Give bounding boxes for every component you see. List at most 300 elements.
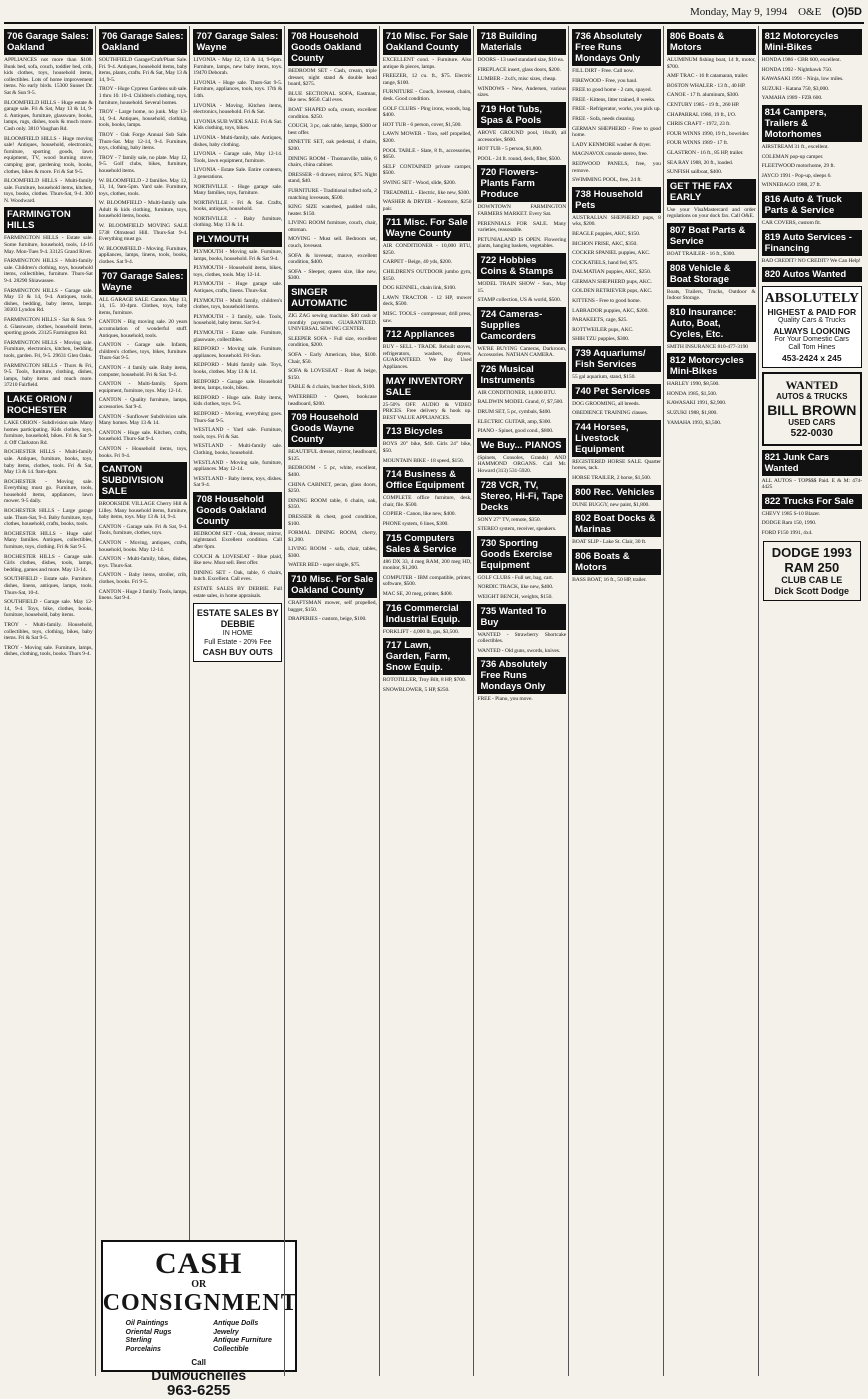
section-header: CANTON SUBDIVISION SALE — [99, 462, 188, 499]
section-header: 722 Hobbies Coins & Stamps — [477, 253, 566, 279]
classified-ad: CANTON - Multi-family. Sports equipment, furniture, toys. May 12-14. — [98, 381, 188, 394]
classified-ad: SUNFISH sailboat, $400. — [666, 169, 723, 176]
section-header: 717 Lawn, Garden, Farm, Snow Equip. — [383, 638, 472, 675]
classified-ad: REDFORD - Moving sale. Furniture, appliances, household. Fri-Sun. — [193, 346, 283, 359]
classified-ad: ROCHESTER - Moving sale. Everything must go. Furniture, tools, household items, appliances, lawn mower. 9-5 daily. — [4, 478, 93, 505]
classified-ad: DRESSER & chest, good condition, $100. — [288, 513, 377, 527]
classified-ad: W. BLOOMFIELD MOVING SALE 5738 Olmstead Hill. Thurs-Sat 9-4. Everything must go. — [98, 223, 188, 243]
item: Sterling — [125, 1337, 152, 1344]
classified-ad: BALDWIN MODEL Grand, 6', $7,500. — [477, 399, 564, 406]
classified-ad: PLYMOUTH - Estate sale. Furniture, glassware, collectibles. — [193, 330, 283, 343]
section-header: 736 Absolutely Free Runs Mondays Only — [572, 29, 661, 66]
classified-ad: SOFA & loveseat, mauve, excellent condition, $400. — [288, 252, 377, 266]
classified-ad: AIR CONDITIONER, 14,000 BTU. — [477, 389, 557, 396]
classified-ad: DRUM SET, 5 pc, cymbals, $400. — [477, 409, 552, 416]
classified-ad: NORTHVILLE - Baby furniture, clothing. May 13 & 14. — [193, 215, 283, 229]
classified-ad: SNOWBLOWER, 5 HP, $250. — [382, 686, 450, 693]
section-header: 715 Computers Sales & Service — [383, 531, 472, 557]
section-header: 713 Bicycles — [383, 424, 472, 439]
classified-ad: WESTLAND - Multi-family sale. Clothing, books, household. — [193, 443, 283, 456]
item: Porcelains — [125, 1345, 161, 1353]
classified-ad: CANTON - 4 family sale. Baby items, computer, household. Fri & Sat. 9-4. — [98, 364, 188, 378]
section-header: 800 Rec. Vehicles — [572, 485, 661, 500]
ad-line: Full Estate - 20% Fee — [204, 638, 272, 646]
section-header: 806 Boats & Motors — [667, 29, 756, 55]
classified-ad: CANTON - Huge sale. Kitchen, crafts, household. Thurs-Sat 9-4. — [98, 429, 188, 443]
classified-ad: MOUNTAIN BIKE - 18 speed, $150. — [382, 457, 464, 464]
classified-ad: SOFA - Sleeper, queen size, like new, $300. — [288, 268, 377, 282]
classified-ad: CANTON - Quality furniture, lamps, accessories. Sat 9-4. — [98, 397, 188, 410]
section-header: 821 Junk Cars Wanted — [762, 450, 862, 476]
classified-ad: DINETTE SET, oak pedestal, 4 chairs, $200. — [288, 139, 377, 152]
classified-ad: CANTON - Garage sale. Infants, children's clothes, toys, bikes, furniture. Thurs-Sat 9-5. — [98, 342, 188, 362]
classified-ad: REDFORD - Garage sale. Household items, lamps, tools, bikes. — [193, 378, 283, 392]
classified-ad: DINING ROOM - Thomasville, table, 6 chairs, china cabinet. — [288, 155, 377, 169]
classified-ad: SONY 27" TV, remote, $350. — [477, 516, 541, 523]
classified-ad: BAD CREDIT? NO CREDIT? We Can Help! — [761, 257, 861, 264]
classified-ad: SEA RAY 1988, 20 ft., loaded. — [666, 159, 734, 166]
classified-ad: FURNITURE - Couch, loveseat, chairs, desk. Good condition. — [382, 89, 472, 102]
classified-ad: FURNITURE - Traditional tufted sofa, 2 matching loveseats, $500. — [288, 187, 377, 201]
classified-ad: ROTTWEILER pups, AKC. — [572, 326, 634, 333]
classified-ad: COCKATIELS, hand fed, $75. — [572, 259, 639, 266]
classified-ad: CHEVY 1985 S-10 Blazer. — [761, 510, 820, 517]
classified-ad: LIVONIA SUB WIDE SALE. Fri & Sat. Kids clothing, toys, bikes. — [193, 118, 283, 132]
classified-ad: BLUE SECTIONAL SOFA, Eastman, like new. $650. Call eves. — [288, 90, 377, 104]
classified-ad: YAMAHA 1989 - FZR 600. — [761, 95, 823, 102]
classified-ad: FARMINGTON HILLS - Garage sale. May 13 & 14, 9-4. Antiques, tools, dishes, bedding, baby items, lamps. 30303 Lyndon Rd. — [4, 287, 93, 314]
section-header: PLYMOUTH — [193, 232, 282, 247]
classified-ad: GOLF CLUBS - Full set, bag, cart. — [477, 574, 553, 581]
classified-ad: HARLEY 1990, $8,500. — [666, 381, 720, 388]
classified-ad: WINDOWS - New, Andersen, various sizes. — [477, 85, 567, 99]
classified-ad: BUY - SELL - TRADE. Rebuilt stoves, refrigerators, washers, dryers. GUARANTEED. We Buy Used Appliances. — [382, 344, 472, 370]
section-header: 739 Aquariums/ Fish Services — [572, 346, 661, 372]
classified-ad: FORMAL DINING ROOM, cherry, $1,200. — [288, 530, 377, 543]
classified-ad: BEAUTIFUL dresser, mirror, headboard, $125. — [288, 449, 377, 462]
classified-ad: PIANO - Spinet, good cond., $800. — [477, 428, 554, 435]
classified-ad: WANTED - Old guns, swords, knives. — [477, 647, 561, 654]
folio-paper: O&E — [798, 6, 822, 18]
classified-ad: ALUMINUM fishing boat, 14 ft, motor, $700. — [666, 57, 756, 70]
classified-ad: LAWN MOWER - Toro, self propelled, $200. — [382, 131, 472, 144]
section-header: 720 Flowers-Plants Farm Produce — [477, 165, 566, 202]
classified-ad: COMPUTER - IBM compatible, printer, software, $500. — [382, 574, 472, 588]
classified-ad: BASS BOAT, 16 ft., 50 HP, trailer. — [572, 576, 647, 583]
classified-ad: DODGE Ram 150, 1990. — [761, 520, 817, 527]
section-header: 822 Trucks For Sale — [762, 494, 862, 509]
classified-ad: CANTON - Household items, toys, books. Fri 9-4. — [98, 445, 188, 459]
column — [477, 26, 569, 1376]
classified-ad: FIREPLACE insert, glass doors, $200. — [477, 66, 561, 73]
section-header: 728 VCR, TV, Stereo, Hi-Fi, Tape Decks — [477, 478, 566, 515]
classified-columns — [4, 26, 864, 1399]
classified-ad: CHRIS CRAFT - 1972, 23 ft. — [666, 121, 731, 128]
classified-ad: CENTURY 1985 - 19 ft., 260 HP. — [666, 101, 740, 108]
section-header: 735 Wanted To Buy — [477, 604, 566, 630]
classified-ad: BICHON FRISE, AKC, $350. — [572, 240, 638, 247]
classified-ad: PLYMOUTH - Moving sale. Furniture, lamps, books, household. Fri & Sat 9-4. — [193, 249, 283, 262]
classified-ad: PHONE system, 6 lines, $300. — [382, 520, 449, 527]
classified-ad: APPLIANCES not more than $100. Bunk bed, sofa, couch, toddler bed, crib, kids clothes, toys, household items, collectibles. Lots of home improvement items. No early birds. 15300 Sunset Dr. Sat & Sun 9-5. — [4, 57, 93, 96]
absolutely-highest-ad — [762, 286, 862, 368]
classified-ad: FARMINGTON HILLS - Moving sale. Furniture, electronics, kitchen, bedding, tools, garden. Fri, 9-5. 29631 Glen Oaks. — [4, 339, 93, 359]
classified-ad: SLEEPER SOFA - Full size, excellent condition, $200. — [288, 335, 377, 349]
ad-line: HIGHEST & PAID FOR — [767, 307, 857, 318]
classified-ad: Boats, Trailers, Trucks, Outdoor & Indoor Storage. — [666, 288, 756, 302]
column — [667, 26, 759, 1376]
classified-ad: WEIGHT BENCH, weights, $150. — [477, 594, 553, 600]
classified-ad: LIVONIA - Multi-family, sale. Antiques, dishes, baby clothing. — [193, 134, 283, 148]
classified-ad: TROY - Oak Forge Annual Sub Sale. Thurs-Sat. May 12-14, 9-4. Furniture, toys, clothing, baby items. — [98, 131, 188, 152]
classified-ad: LAKE ORION - Subdivision sale. Many homes participating. Kids clothes, toys, furniture, household, bikes. Fri & Sat 9-4. Off Clarkston Rd. — [4, 419, 93, 446]
column — [572, 26, 664, 1376]
classified-ad: SWING SET - Wood, slide, $200. — [382, 179, 456, 186]
section-header: MAY INVENTORY SALE — [383, 374, 472, 400]
classified-ad: HONDA 1985, $1,500. — [666, 390, 718, 397]
classified-ad: GERMAN SHEPHERD pups, AKC. — [572, 278, 652, 285]
section-header: 730 Sporting Goods Exercise Equipment — [477, 536, 566, 573]
classified-ad: TROY - 7 family sale, no plate. May 12, 9-5. Golf clubs, bikes, furniture, household items. — [98, 154, 188, 174]
classified-ad: FORD F150 1991, 4x4. — [761, 530, 813, 536]
section-header: 819 Auto Services - Financing — [762, 230, 862, 256]
classified-ad: CHINA CABINET, pecan, glass doors, $250. — [288, 481, 377, 495]
page-folio — [0, 6, 862, 20]
classified-ad: AUSTRALIAN SHEPHERD pups, 8 wks, $200. — [572, 214, 661, 228]
classified-ad: DALMATIAN puppies, AKC, $250. — [572, 269, 652, 276]
classified-ad: GLASTRON - 16 ft., 85 HP, trailer. — [666, 149, 744, 156]
classified-ad: ALL AUTOS - TOP$$$ Paid. E & M: 474-4425 — [761, 477, 862, 491]
section-header: 710 Misc. For Sale Oakland County — [383, 29, 472, 55]
classified-ad: WINNEBAGO 1988, 27 ft. — [761, 182, 822, 189]
classified-ad: HORSE TRAILER, 2 horse, $1,500. — [572, 475, 652, 481]
column — [383, 26, 475, 1376]
classified-ad: BLOOMFIELD HILLS - Huge moving sale! Antiques, household, electronics, furniture, sporting goods, lawn equipment, TV, wood burning stove, camping gear, gardening tools, books, clothes, bikes & more. Fri & Sat 9-5. — [4, 135, 93, 175]
section-header: We Buy... PIANOS — [477, 438, 566, 453]
classified-ad: MAC SE, 20 meg, printer, $400. — [382, 590, 453, 597]
classified-ad: CANTON - Huge 2 family. Tools, lamps, linens. Sat 9-4. — [98, 588, 188, 602]
classified-ad: BEDROOM SET - Cash, cream, triple dresser, night stand & double head board, $275. — [288, 68, 377, 88]
classified-ad: DRESSER - 6 drawer, mirror, $75. Night stand, $40. — [288, 171, 377, 185]
classified-ad: BROOKSIDE VILLAGE Cherry Hill & Lilley. Many household items, furniture, baby items, toys. May 13 & 14, 9-4. — [98, 501, 188, 521]
ad-headline: WANTED — [785, 377, 839, 392]
section-header: 726 Musical Instruments — [477, 362, 566, 388]
section-header: LAKE ORION / ROCHESTER — [4, 392, 93, 418]
classified-ad: COPIER - Canon, like new, $400. — [382, 511, 456, 518]
classified-ad: FREE - Kittens, litter trained, 8 weeks. — [572, 96, 656, 103]
estate-sales-ad — [193, 603, 282, 662]
section-header: 716 Commercial Industrial Equip. — [383, 601, 472, 627]
classified-ad: STAMP collection, US & world, $500. — [477, 297, 561, 304]
classified-ad: BOAT TRAILER - 16 ft., $300. — [666, 250, 736, 257]
classified-ad: FREE - Piano, you move. — [477, 696, 533, 703]
section-header: 709 Household Goods Wayne County — [288, 410, 377, 447]
classified-ad: FREE to good home - 2 cats, spayed. — [572, 87, 652, 94]
section-header: 820 Autos Wanted — [762, 267, 862, 282]
classified-ad: PETUNIALAND IS OPEN. Flowering plants, hanging baskets, vegetables. — [477, 236, 567, 250]
classified-ad: CARPET - Beige, 40 yds, $200. — [382, 259, 452, 266]
classified-ad: WESTLAND - Yard sale. Furniture, tools, toys. Fri & Sat. — [193, 427, 283, 440]
classified-ad: ROCHESTER HILLS - Huge sale! Many families. Antiques, collectibles, furniture, toys, clothing. Fri & Sat 9-5. — [4, 530, 93, 551]
item: Collectible — [213, 1345, 249, 1353]
classified-ad: COUCH & LOVESEAT - Blue plaid, like new. Must sell. Best offer. — [193, 553, 283, 567]
classified-ad: JAYCO 1991 - Pop-up, sleeps 6. — [761, 172, 832, 179]
classified-ad: KING SIZE waterbed, padded rails, heater. $150. — [288, 204, 377, 217]
classified-ad: DOG GROOMING, all breeds. — [572, 400, 640, 407]
section-header: 802 Boat Docks & Marinas — [572, 511, 661, 537]
section-header: 744 Horses, Livestock Equipment — [572, 420, 661, 457]
classified-ad: DOORS - 13 used standard size, $10 ea. — [477, 57, 564, 63]
classified-ad: ABOVE GROUND pool, 18x40, all accessories, $600. — [477, 129, 567, 143]
item: Oriental Rugs — [125, 1328, 172, 1336]
classified-ad: REDWOOD PANELS, free, you remove. — [572, 160, 661, 174]
classified-ad: CRAFTSMAN mower, self propelled, bagger, $150. — [288, 600, 377, 613]
section-header: 736 Absolutely Free Runs Mondays Only — [477, 657, 566, 694]
classified-ad: W. BLOOMFIELD - Moving. Furniture, appliances, lamps, linens, tools, books, clothes. Sat 9-4. — [98, 245, 188, 266]
classified-ad: PERENNIALS FOR SALE. Many varieties, reasonable. — [477, 220, 567, 234]
ad-line: Call Tom Hines — [788, 344, 836, 352]
classified-ad: PLYMOUTH - Household items, bikes, toys, clothes, tools. May 12-14. — [193, 265, 283, 278]
classified-ad: YAMAHA 1993, $3,500. — [666, 419, 722, 426]
ad-title: ESTATE SALES BY DEBBIE — [196, 608, 279, 630]
classified-ad: Use your VisaMastercard and order regulations on your dock fax. Call O&E. — [666, 206, 756, 220]
section-header: 714 Business & Office Equipment — [383, 467, 472, 493]
classified-ad: ESTATE SALES BY DEBBIE. Full estate sales, in home appraisals. — [193, 586, 283, 599]
classified-ad: 25-50% OFF. AUDIO & VIDEO PRICES. Free delivery & hook up. BEST VALUE APPLIANCES. — [382, 401, 472, 421]
classified-ad: BEDROOM SET - Oak, dresser, mirror, nightstand. Excellent condition. Call after 6pm. — [193, 530, 283, 551]
classified-ad: 55 gal aquarium, stand, $150. — [572, 374, 636, 381]
classified-ad: FILL DIRT - Free. Call now. — [572, 68, 634, 74]
classified-ad: HONDA 1992 - Nighthawk 750. — [761, 66, 833, 73]
ad-headline: CONSIGNMENT — [102, 1290, 298, 1316]
column — [193, 26, 285, 1376]
ad-subhead: OR — [191, 1279, 207, 1290]
section-header: 724 Cameras-Supplies Camcorders — [477, 307, 566, 344]
classified-ad: FARMINGTON HILLS - Thurs & Fri, 9-5. Tools, furniture, clothing, dishes, lamps, baby items and much more. 37210 Fairfield. — [4, 362, 93, 389]
classified-ad: FARMINGTON HILLS - Sat & Sun. 9-4. Glassware, clothes, household items, sporting goods. 23125 Farmington Rd. — [4, 317, 93, 337]
ad-line: ALWAYS LOOKING — [773, 325, 851, 336]
section-header: 719 Hot Tubs, Spas & Pools — [477, 102, 566, 128]
classified-ad: WE'RE BUYING Cameras, Darkroom, Accessories. NATHAN CAMERA. — [477, 345, 567, 359]
section-header: 812 Motorcycles Mini-Bikes — [667, 353, 756, 379]
section-header: 810 Insurance: Auto, Boat, Cycles, Etc. — [667, 305, 756, 342]
classified-ad: TROY - Multi-family. Household, collectibles, toys, clothing, bikes, baby items. Fri & Sat 9-5. — [4, 621, 93, 642]
classified-ad: KITTENS - Free to good home. — [572, 298, 641, 305]
classified-ad: ALL GARAGE SALE. Canton. May 13, 14, 15. 10-4pm. Clothes, toys, baby items, furniture. — [98, 296, 188, 316]
section-header: 706 Garage Sales: Oakland — [4, 29, 93, 55]
classified-ad: TROY - Large home, no junk. May 13-14, 9-4. Antiques, household, clothing, tools, books, lamps. — [98, 109, 188, 129]
classified-ad: MAGNAVOX console stereo, free. — [572, 151, 648, 158]
classified-ad: LIVING ROOM furniture, couch, chair, ottoman. — [288, 220, 377, 233]
classified-ad: OBEDIENCE TRAINING classes. — [572, 410, 648, 417]
classified-ad: GERMAN SHEPHERD - Free to good home. — [572, 125, 661, 139]
classified-ad: REDFORD - Moving, everything goes. Thurs-Sat 9-5. — [193, 410, 283, 424]
column — [762, 26, 864, 1376]
classified-ad: DOWNTOWN FARMINGTON FARMERS MARKET. Every Sat. — [477, 204, 567, 217]
classified-ad: HONDA 1986 - CBR 600, excellent. — [761, 57, 841, 63]
classified-ad: AMF TRAC - 16 ft catamaran, trailer. — [666, 73, 749, 80]
classified-ad: FOUR WINNS 1990, 19 ft., bowrider. — [666, 130, 750, 137]
classified-ad: WANTED - Strawberry Shortcake collectibles. — [477, 631, 567, 645]
section-header: 808 Vehicle & Boat Storage — [667, 261, 756, 287]
classified-ad: PLYMOUTH - 3 family, sale. Tools, household, baby items. Sat 9-4. — [193, 313, 283, 327]
section-header: 707 Garage Sales: Wayne — [99, 269, 188, 295]
classified-ad: WESTLAND - Moving sale, furniture, appliances. May 12-14. — [193, 459, 283, 473]
classified-ad: FREEZER, 12 cu. ft., $75. Electric range, $100. — [382, 73, 472, 86]
classified-ad: DINING SET - Oak, table, 6 chairs, hutch. Excellent. Call eves. — [193, 569, 283, 583]
classified-ad: CHAPARRAL 1986, 19 ft., I/O. — [666, 111, 737, 118]
classified-ad: STEREO system, receiver, speakers. — [477, 526, 557, 533]
ad-line: AUTOS & TRUCKS — [776, 391, 848, 401]
classified-ad: CHILDREN'S OUTDOOR jumbo gym, $150. — [382, 269, 472, 282]
classified-ad: MISC. TOOLS - compressor, drill press, saw. — [382, 311, 472, 324]
classified-ad: BLOOMFIELD HILLS - Huge estate & garage sale. Fri & Sat, May 13 & 14, 9-4. Antiques, furniture, glassware, books, lamps, rugs, dishes, tools & much more. Cash only. 3810 Vaughan Rd. — [4, 99, 93, 132]
section-header: 708 Household Goods Oakland County — [288, 29, 377, 66]
classified-ad: TROY - Moving sale. Furniture, lamps, dishes, clothing, tools, books. Thurs 9-4. — [4, 644, 93, 658]
ad-line: USED CARS — [788, 417, 836, 427]
classified-ad: ELECTRIC GUITAR, amp, $300. — [477, 418, 552, 425]
classified-ad: COUCH, 3 pc, oak table, lamps, $300 or best offer. — [288, 123, 377, 136]
classified-ad: POOL - 24 ft. round, deck, filter, $500. — [477, 155, 561, 162]
dodge-ram-ad — [763, 541, 861, 601]
section-header: SINGER AUTOMATIC — [288, 285, 377, 311]
classified-ad: FARMINGTON HILLS - Estate sale. Some furniture, household, tools, 14-16 May. Mon-Tues 9-4. 33125 Grand River. — [4, 235, 93, 255]
ad-headline: CASH — [155, 1247, 243, 1280]
ad-line: CASH BUY OUTS — [202, 647, 273, 658]
classified-ad: KAWASAKI 1991, $2,900. — [666, 400, 727, 407]
classified-ad: BEAGLE puppies, AKC, $150. — [572, 230, 641, 237]
classified-ad: LIVONIA - Moving. Kitchen items, electronics, household. Fri & Sat. — [193, 102, 283, 116]
classified-ad: COCKER SPANIEL puppies, AKC. — [572, 250, 651, 257]
classified-ad: SHIH TZU puppies, $300. — [572, 336, 630, 343]
classified-ad: ROCHESTER HILLS - Garage sale. Girls clothes, dishes, tools, lamps, bedding, games and more. May 13-14. — [4, 553, 93, 573]
classified-ad: FOUR WINNS 1989 - 17 ft. — [666, 140, 729, 147]
classified-ad: SWIMMING POOL, free, 24 ft. — [572, 177, 642, 184]
classified-ad: CANTON - Baby items, stroller, crib, clothes, books. Fri 9-5. — [98, 572, 188, 586]
classified-ad: COLEMAN pop-up camper. — [761, 153, 824, 160]
classified-ad: DINING ROOM table, 6 chairs, oak, $350. — [288, 497, 377, 511]
classified-ad: GOLF CLUBS - Ping irons, woods, bag. $400. — [382, 105, 472, 119]
column — [288, 26, 380, 1376]
section-header: 812 Motorcycles Mini-Bikes — [762, 29, 862, 55]
classified-ad: SOFA - Early American, blue, $100. Chair, $50. — [288, 352, 377, 365]
classified-ad: LABRADOR puppies, AKC, $200. — [572, 307, 649, 314]
section-header: 806 Boats & Motors — [572, 549, 661, 575]
classified-ad: TABLE & 4 chairs, butcher block, $100. — [288, 384, 376, 391]
classified-ad: BOSTON WHALER - 13 ft., 40 HP. — [666, 82, 746, 89]
classified-ad: LIVONIA - May 12, 13 & 14, 9-6pm. Furniture, lamps, new baby items, toys. 19470 Deborah. — [193, 57, 283, 77]
classified-ad: CANTON - Big moving sale. 20 years accumulation of wonderful stuff. Antiques, household, tools. — [98, 319, 188, 339]
classified-ad: SOUTHFIELD - Estate sale. Furniture, dishes, linens, antiques, lamps, tools. Thurs-Sat, 10-4. — [4, 576, 93, 596]
classified-ad: SOUTHFIELD - Garage sale. May 12-14, 9-4. Toys, bike, clothes, books, furniture, household, baby items. — [4, 599, 93, 619]
classified-ad: CAR COVERS, custom fit. — [761, 219, 821, 226]
section-header: 710 Misc. For Sale Oakland County — [288, 572, 377, 598]
classified-ad: SUZUKI - Katana 750, $3,000. — [761, 85, 830, 92]
classified-ad: BOAT SLIP - Lake St. Clair, 30 ft. — [572, 539, 647, 546]
advertiser-phone: 963-6255 — [166, 1382, 231, 1399]
classified-ad: HOT TUB - 6 person, cover, $1,500. — [382, 121, 462, 128]
column — [4, 26, 96, 1376]
classified-ad: NORTHVILLE - Huge garage sale. Many families, toys, furniture. — [193, 183, 283, 197]
classified-ad: KAWASAKI 1991 - Ninja, low miles. — [761, 76, 844, 83]
ad-line: IN HOME — [222, 630, 253, 638]
classified-ad: FLEETWOOD motorhome, 29 ft. — [761, 163, 835, 170]
section-header: 711 Misc. For Sale Wayne County — [383, 215, 472, 241]
section-header: 712 Appliances — [383, 327, 472, 342]
classified-ad: DRAPERIES - custom, beige, $100. — [288, 616, 367, 623]
section-header: FARMINGTON HILLS — [4, 207, 93, 233]
ad-headline: DODGE 1993 — [771, 544, 852, 560]
classified-ad: MOVING - Must sell. Bedroom set, couch, loveseat. — [288, 236, 377, 250]
section-header: 740 Pet Services — [572, 384, 661, 399]
classified-ad: ZIG ZAG sewing machine. $40 cash or monthly payments. GUARANTEED. UNIVERSAL SEWING CENTER. — [288, 313, 377, 333]
section-header: 707 Garage Sales: Wayne — [193, 29, 282, 55]
classified-ad: GOLDEN RETRIEVER pups, AKC. — [572, 288, 653, 295]
classified-ad: NORTHVILLE - Fri & Sat. Crafts, books, antiques, household. — [193, 199, 283, 213]
item: Antique Furniture — [213, 1337, 272, 1344]
section-header: 816 Auto & Truck Parts & Service — [762, 192, 862, 218]
classified-ad: PLYMOUTH - Huge garage sale. Antiques, crafts, linens. Thurs-Sat. — [193, 281, 283, 295]
ad-phone: 522-0030 — [790, 427, 833, 439]
section-header: 807 Boat Parts & Service — [667, 223, 756, 249]
classified-ad: LUMBER - 2x4's, misc sizes, cheap. — [477, 76, 557, 83]
classified-ad: SMITH INSURANCE 810-477-3190 — [666, 343, 748, 350]
classified-ad: PLYMOUTH - Multi family, children's clothes, toys, household items. — [193, 297, 283, 311]
classified-ad: CANTON - Multi-family, bikes, dishes, toys. Thurs-Sat. — [98, 556, 188, 569]
classified-ad: LAWN TRACTOR - 12 HP, mower deck, $500. — [382, 294, 472, 308]
classified-ad: LIVONIA - Huge sale. Thurs-Sat 9-5. Furniture, appliances, tools, toys. 17th & 14th. — [193, 79, 283, 99]
classified-ad: REDFORD - Huge sale. Baby items, kids clothes, toys. 9-5. — [193, 394, 283, 408]
ad-phone: 453-2424 x 245 — [782, 352, 842, 363]
classified-ad: TREADMILL - Electric, like new, $300. — [382, 189, 471, 196]
classified-ad: LIVONIA - Estate Sale. Entire contents, 3 generations. — [193, 167, 283, 180]
section-header: 706 Garage Sales: Oakland — [99, 29, 188, 55]
item: Oil Paintings — [125, 1320, 169, 1327]
advertiser-name: BILL BROWN — [767, 401, 857, 418]
classified-ad: FREE - Refrigerator, works, you pick up. — [572, 106, 661, 113]
classified-ad: (Spinets, Consoles, Grands) AND HAMMOND ORGANS. Call Mr. Howard (313) 531-5920. — [477, 454, 567, 475]
classified-ad: WATER BED - super single, $75. — [288, 562, 361, 569]
classified-ad: CANTON - Garage sale. Fri & Sat, 9-4. Tools, furniture, clothes, toys. — [98, 523, 188, 537]
classified-ad: BOAT SHAPED sofa, cream, excellent condition. $250. — [288, 106, 377, 120]
advertiser-name: Dick Scott Dodge — [774, 585, 850, 596]
classified-ad: W. BLOOMFIELD - Multi-family sale. Adult & kids clothing, furniture, toys, household items, books. — [98, 200, 188, 220]
classified-ad: LADY KENMORE washer & dryer. — [572, 141, 652, 148]
ad-line: CLUB CAB LE — [781, 574, 843, 585]
classified-ad: 486 DX 33, 4 meg RAM, 200 meg HD, monitor, $1,200. — [382, 558, 472, 572]
ad-line: For Your Domestic Cars — [774, 335, 849, 343]
ad-call-label: Call — [191, 1358, 207, 1367]
section-header: 718 Building Materials — [477, 29, 566, 55]
classified-ad: ROCHESTER HILLS - Large garage sale. Thurs-Sat, 9-4. Baby furniture, toys, clothes, household, crafts, books, tools. — [4, 508, 93, 528]
classified-ad: HOT TUB - 5 person, $1,800. — [477, 146, 543, 153]
classified-ad: LIVONIA - Garage sale, May 12-14. Tools, lawn equipment, furniture. — [193, 151, 283, 164]
classified-ad: SOFA & LOVESEAT - Rust & beige, $150. — [288, 368, 377, 381]
section-header: GET THE FAX EARLY — [667, 179, 756, 205]
classified-ad: CANTON - Moving, antiques, crafts, household, books. May 12-14. — [98, 540, 188, 553]
classified-ad: ROCHESTER HILLS - Multi-family sale. Antiques, furniture, books, toys, baby items, clothes, tools. Fri & Sat, May 13 & 14. 9am-4pm. — [4, 449, 93, 476]
classified-ad: FREE - Sofa, needs cleaning. — [572, 115, 636, 122]
ad-headline: ABSOLUTELY — [764, 291, 859, 307]
classified-ad: DUNE BUGGY, new paint, $1,800. — [572, 501, 650, 508]
item: Jewelry — [213, 1328, 239, 1336]
classified-ad: SUZUKI 1988, $1,800. — [666, 410, 718, 417]
ad-headline: RAM 250 — [784, 559, 840, 575]
classified-ad: AIR CONDITIONER - 10,000 BTU, $250. — [382, 243, 472, 256]
classified-ad: CANTON - Sunflower Subdivision sale. Many homes. May 13 & 14. — [98, 413, 188, 427]
section-header: 708 Household Goods Oakland County — [193, 492, 282, 529]
item-col — [126, 1320, 172, 1354]
